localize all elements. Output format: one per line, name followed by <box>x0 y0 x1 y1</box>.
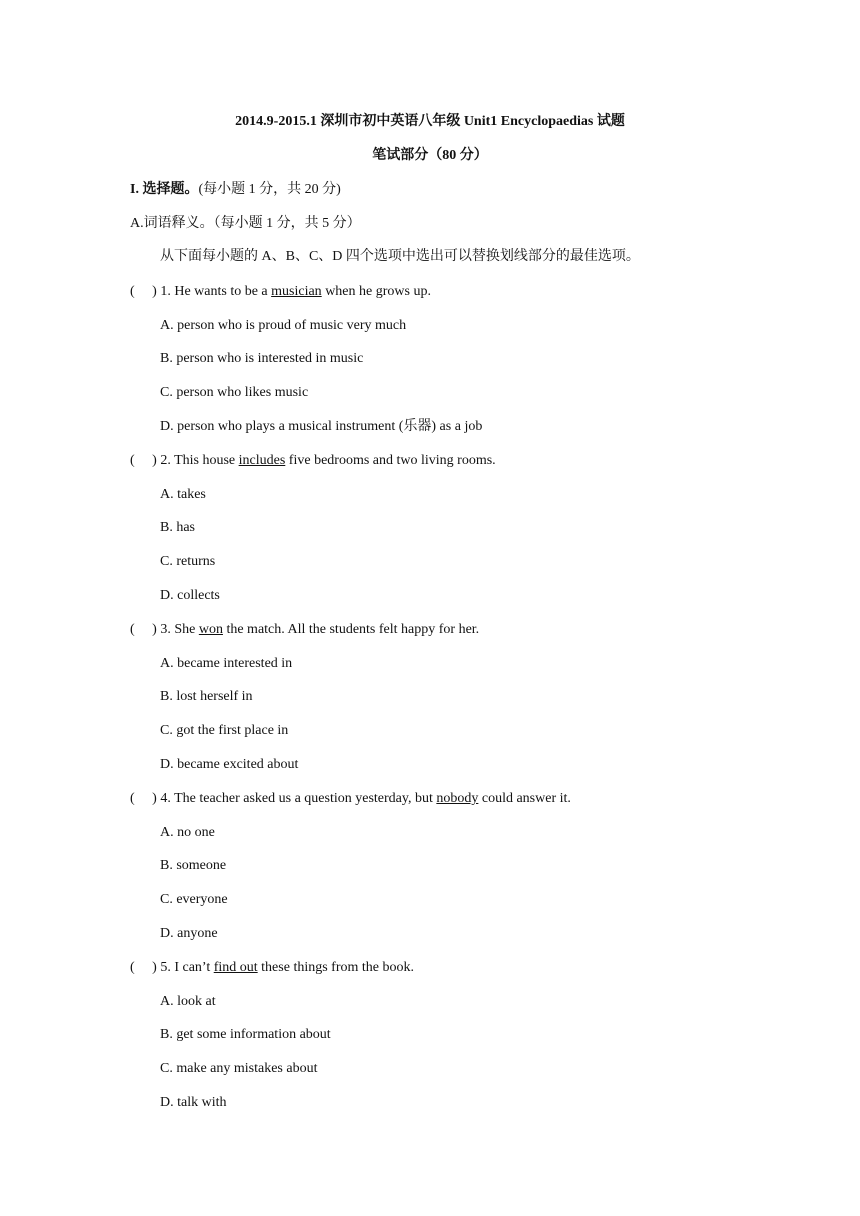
question-text: 4. The teacher asked us a question yesterday, but <box>156 791 437 806</box>
question-text: when he grows up. <box>321 284 431 299</box>
question-1 <box>130 283 431 301</box>
question-text: could answer it. <box>478 791 571 806</box>
underlined-word: includes <box>238 453 286 468</box>
option-a: A. person who is proud of music very much <box>160 318 407 333</box>
option-a: A. became interested in <box>160 656 293 671</box>
question-3 <box>130 621 479 639</box>
answer-blank: ( ) <box>130 284 157 299</box>
option-d: D. person who plays a musical instrument (乐器) as a job <box>160 419 483 434</box>
question-text: 2. This house <box>156 453 239 468</box>
option-b: B. get some information about <box>160 1027 331 1042</box>
option-b: B. person who is interested in music <box>160 351 364 366</box>
option-b: B. has <box>160 520 195 535</box>
option-d: D. became excited about <box>160 757 299 772</box>
answer-blank: ( ) <box>130 453 157 468</box>
document-title: 2014.9-2015.1 深圳市初中英语八年级 Unit1 Encyclopaedias 试题 <box>235 114 625 129</box>
option-a: A. takes <box>160 487 206 502</box>
question-text: 1. He wants to be a <box>156 284 272 299</box>
option-d: D. collects <box>160 588 220 603</box>
question-text: these things from the book. <box>257 960 414 975</box>
section-heading-label: I. 选择题。 <box>130 182 199 197</box>
section-heading <box>130 181 341 199</box>
question-4 <box>130 790 571 808</box>
answer-blank: ( ) <box>130 791 157 806</box>
option-c: C. returns <box>160 554 216 569</box>
option-a: A. no one <box>160 825 215 840</box>
option-d: D. talk with <box>160 1095 227 1110</box>
question-5 <box>130 959 414 977</box>
part-heading: A.词语释义。（每小题 1 分，共 5 分） <box>130 216 361 231</box>
underlined-word: nobody <box>436 791 479 806</box>
option-a: A. look at <box>160 994 216 1009</box>
question-text: the match. All the students felt happy for her. <box>222 622 480 637</box>
underlined-word: won <box>198 622 223 637</box>
question-2 <box>130 452 496 470</box>
document-subtitle: 笔试部分（80 分） <box>372 148 488 163</box>
option-c: C. got the first place in <box>160 723 289 738</box>
answer-blank: ( ) <box>130 960 157 975</box>
underlined-word: musician <box>271 284 322 299</box>
option-d: D. anyone <box>160 926 218 941</box>
question-text: 5. I can’t <box>156 960 214 975</box>
option-c: C. person who likes music <box>160 385 309 400</box>
section-heading-note: (每小题 1 分，共 20 分) <box>198 182 341 197</box>
question-text: 3. She <box>156 622 199 637</box>
option-b: B. lost herself in <box>160 689 253 704</box>
option-c: C. everyone <box>160 892 228 907</box>
instruction-text: 从下面每小题的 A、B、C、D 四个选项中选出可以替换划线部分的最佳选项。 <box>160 249 640 264</box>
underlined-word: find out <box>213 960 258 975</box>
option-b: B. someone <box>160 858 227 873</box>
question-text: five bedrooms and two living rooms. <box>285 453 496 468</box>
option-c: C. make any mistakes about <box>160 1061 318 1076</box>
answer-blank: ( ) <box>130 622 157 637</box>
